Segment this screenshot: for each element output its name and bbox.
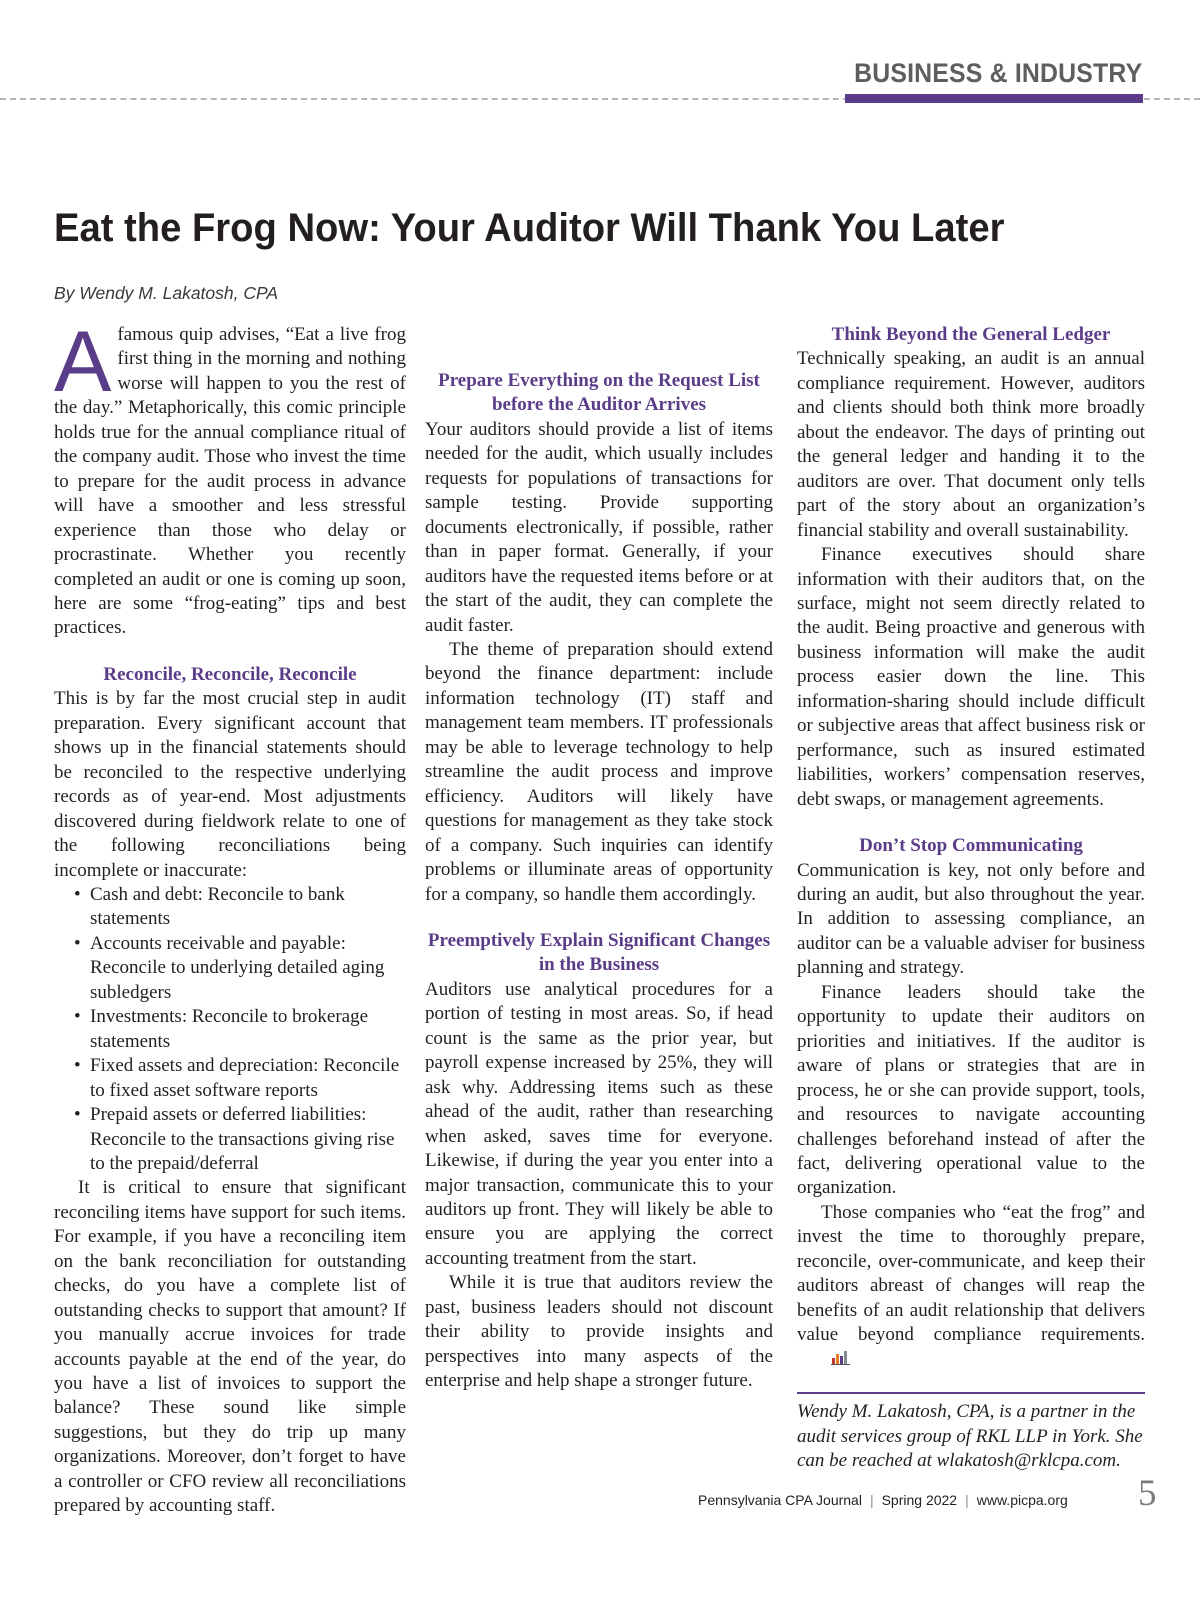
section-heading-communicating: Don’t Stop Communicating xyxy=(859,835,1083,857)
body-paragraph: The theme of preparation should extend beyond the finance department: include information technology (IT) staff and management team members. IT professionals may be able to leverage technology to help streamline the audit process and improve efficiency. Auditors will likely have questions for management as they take stock of a company. Such inquiries can identify problems or illuminate areas of opportunity for a company, so handle them accordingly. xyxy=(425,638,773,905)
body-paragraph: Technically speaking, an audit is an annual compliance requirement. However, auditors and clients should both think more broadly about the endeavor. The days of printing out the general ledger and handing it to the auditors are over. That document only tells part of the story about an organization’s financial stability and overall sustainability. xyxy=(797,348,1145,541)
article-column-2 xyxy=(425,323,773,1394)
section-heading-request-list: Prepare Everything on the Request List before the Auditor Arrives xyxy=(438,370,760,416)
body-paragraph: Communication is key, not only before and during an audit, but also throughout the year. In addition to assessing compliance, an auditor can be a valuable adviser for business planning and strategy. xyxy=(797,859,1145,979)
footer-separator: | xyxy=(965,1492,969,1508)
body-paragraph: While it is true that auditors review the past, business leaders should not discount their ability to provide insights and perspectives into many aspects of the enterprise and help shape a stronger future. xyxy=(425,1272,773,1392)
author-bio: Wendy M. Lakatosh, CPA, is a partner in the audit services group of RKL LLP in York. She can be reached at wlakatosh@rklcpa.com. xyxy=(797,1401,1143,1472)
body-paragraph: Finance leaders should take the opportunity to update their auditors on priorities and initiatives. If the auditor is aware of plans or strategies that are in process, he or she can provide support, tools, and resources to navigate accounting challenges beforehand instead of after the fact, delivering operational value to the organization. xyxy=(797,981,1145,1199)
footer-website[interactable]: www.picpa.org xyxy=(976,1492,1068,1508)
body-paragraph: This is by far the most crucial step in audit preparation. Every significant account that shows up in the financial statements should be reconciled to the respective underlying records as of year-end. Most adjustments discovered during fieldwork relate to one of the following reconciliations being incomplete or inaccurate: xyxy=(54,688,406,881)
end-of-article-icon xyxy=(807,1348,851,1372)
body-paragraph: Finance executives should share information with their auditors that, on the surface, might not seem directly related to the audit. Being proactive and generous with business information will make the audit process easier down the line. This information-sharing should include difficult or subjective areas that affect business risk or performance, such as insured estimated liabilities, workers’ compensation reserves, debt swaps, or management agreements. xyxy=(797,544,1145,810)
section-label-underline xyxy=(845,94,1143,103)
footer-issue: Spring 2022 xyxy=(881,1492,958,1508)
article-title: Eat the Frog Now: Your Auditor Will Thank You Later xyxy=(54,206,1005,250)
article-byline: By Wendy M. Lakatosh, CPA xyxy=(54,283,279,303)
article-column-3 xyxy=(797,323,1145,1474)
list-item: • Investments: Reconcile to brokerage statements xyxy=(74,1005,406,1054)
intro-paragraph xyxy=(54,314,406,641)
body-paragraph: It is critical to ensure that significant reconciling items have support for such items. For example, if you have a reconciling item on the bank reconciliation for outstanding checks, do you have a complete list of outstanding checks to support that amount? If you manually accrue invoices for trade accounts payable at the end of the year, do you have a list of invoices to support the balance? These sound like simple suggestions, but they do trip up many organizations. Moreover, don’t forget to have a controller or CFO review all reconciliations prepared by accounting staff. xyxy=(54,1177,406,1517)
section-heading-reconcile: Reconcile, Reconcile, Reconcile xyxy=(103,663,357,685)
page-footer xyxy=(698,1492,1068,1508)
reconciliation-list xyxy=(54,883,406,1176)
page-number: 5 xyxy=(1138,1473,1157,1514)
footer-separator: | xyxy=(869,1492,874,1508)
footer-journal: Pennsylvania CPA Journal xyxy=(698,1492,862,1508)
list-item: • Fixed assets and depreciation: Reconcile to fixed asset software reports xyxy=(74,1054,406,1103)
intro-text: famous quip advises, “Eat a live frog first thing in the morning and nothing worse will happen to you the rest of the day.” Metaphorically, this comic principle holds true for the annual compliance ritual of the company audit. Those who invest the time to prepare for the audit process in advance will have a smoother and less stressful experience than those who delay or procrastinate. Whether you recently completed an audit or one is coming up soon, here are some “frog-eating” tips and best practices. xyxy=(54,324,406,639)
article-column-1 xyxy=(54,314,406,1519)
body-paragraph: Auditors use analytical procedures for a portion of testing in most areas. So, if head count is the same as the prior year, but payroll expense increased by 25%, they will ask why. Addressing items such as these ahead of the audit, rather than researching when asked, saves time for everyone. Likewise, if during the year you enter into a major transaction, communicate this to your auditors up front. They will likely be able to ensure you are applying the correct accounting treatment from the start. xyxy=(425,978,773,1269)
section-label: BUSINESS & INDUSTRY xyxy=(853,58,1142,88)
list-item: • Cash and debt: Reconcile to bank statements xyxy=(74,883,406,932)
closing-paragraph xyxy=(797,1201,1145,1373)
drop-cap: A xyxy=(54,314,112,410)
list-item: • Accounts receivable and payable: Reconcile to underlying detailed aging subledgers xyxy=(74,932,406,1005)
body-paragraph: Your auditors should provide a list of items needed for the audit, which usually includes requests for populations of transactions for sample testing. Provide supporting documents electronically, if possible, rather than in paper format. Generally, if your auditors have the requested items before or at the start of the audit, they can complete the audit faster. xyxy=(425,418,773,636)
section-heading-general-ledger: Think Beyond the General Ledger xyxy=(831,324,1111,345)
list-item: • Prepaid assets or deferred liabilities: Reconcile to the transactions giving rise to the prepaid/deferral xyxy=(74,1103,406,1176)
bio-divider xyxy=(797,1392,1145,1394)
section-heading-explain-changes: Preemptively Explain Significant Changes in the Business xyxy=(427,929,771,976)
closing-text: Those companies who “eat the frog” and invest the time to thoroughly prepare, reconcile, over-communicate, and keep their auditors abreast of changes will reap the benefits of an audit relationship that delivers value beyond compliance requirements. xyxy=(797,1201,1145,1346)
